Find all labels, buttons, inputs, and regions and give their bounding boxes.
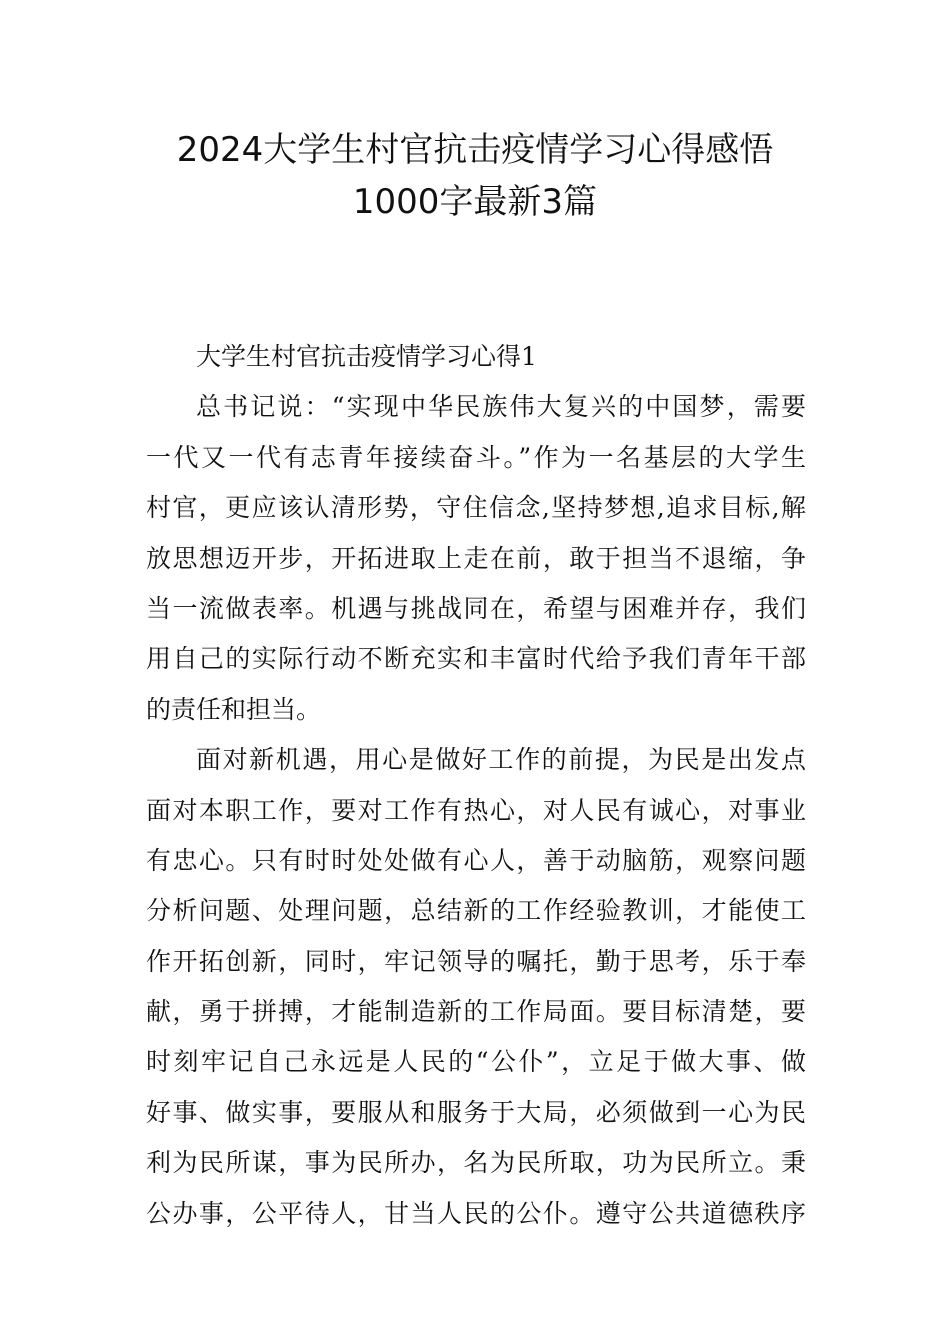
text-line: 作开拓创新，同时，牢记领导的嘱托，勤于思考，乐于奉 bbox=[146, 946, 806, 976]
text-line: 献，勇于拼搏，才能制造新的工作局面。要目标清楚，要 bbox=[146, 997, 806, 1027]
text-line: 放思想迈开步，开拓进取上走在前，敢于担当不退缩，争 bbox=[146, 543, 806, 573]
text-line: 时刻牢记自己永远是人民的“公仆”，立足于做大事、做 bbox=[146, 1047, 806, 1077]
text-line: 当一流做表率。机遇与挑战同在，希望与困难并存，我们 bbox=[146, 593, 806, 623]
text-line: 村官，更应该认清形势，守住信念,坚持梦想,追求目标,解 bbox=[146, 493, 806, 523]
text-line: 公办事，公平待人，甘当人民的公仆。遵守公共道德秩序 bbox=[146, 1198, 806, 1228]
text-line: 一代又一代有志青年接续奋斗。”作为一名基层的大学生 bbox=[146, 442, 806, 472]
text-line: 面对新机遇，用心是做好工作的前提，为民是出发点 bbox=[196, 745, 806, 775]
section-subheading: 大学生村官抗击疫情学习心得1 bbox=[196, 342, 537, 371]
text-line: 好事、做实事，要服从和服务于大局，必须做到一心为民 bbox=[146, 1097, 806, 1127]
text-line: 有忠心。只有时时处处做有心人，善于动脑筋，观察问题 bbox=[146, 845, 806, 875]
title-line-2: 1000字最新3篇 bbox=[352, 182, 598, 222]
text-line: 利为民所谋，事为民所办，名为民所取，功为民所立。秉 bbox=[146, 1148, 806, 1178]
document-title bbox=[100, 124, 850, 228]
document-body bbox=[146, 332, 806, 1239]
paragraph-2 bbox=[146, 735, 806, 1239]
text-line: 的责任和担当。 bbox=[146, 694, 322, 724]
text-line: 面对本职工作，要对工作有热心，对人民有诚心，对事业 bbox=[146, 795, 806, 825]
text-line: 用自己的实际行动不断充实和丰富时代给予我们青年干部 bbox=[146, 644, 806, 674]
text-line: 总书记说：“实现中华民族伟大复兴的中国梦，需要 bbox=[196, 392, 806, 422]
title-line-1: 2024大学生村官抗击疫情学习心得感悟 bbox=[176, 130, 774, 170]
text-line: 分析问题、处理问题，总结新的工作经验教训，才能使工 bbox=[146, 896, 806, 926]
paragraph-1 bbox=[146, 382, 806, 735]
